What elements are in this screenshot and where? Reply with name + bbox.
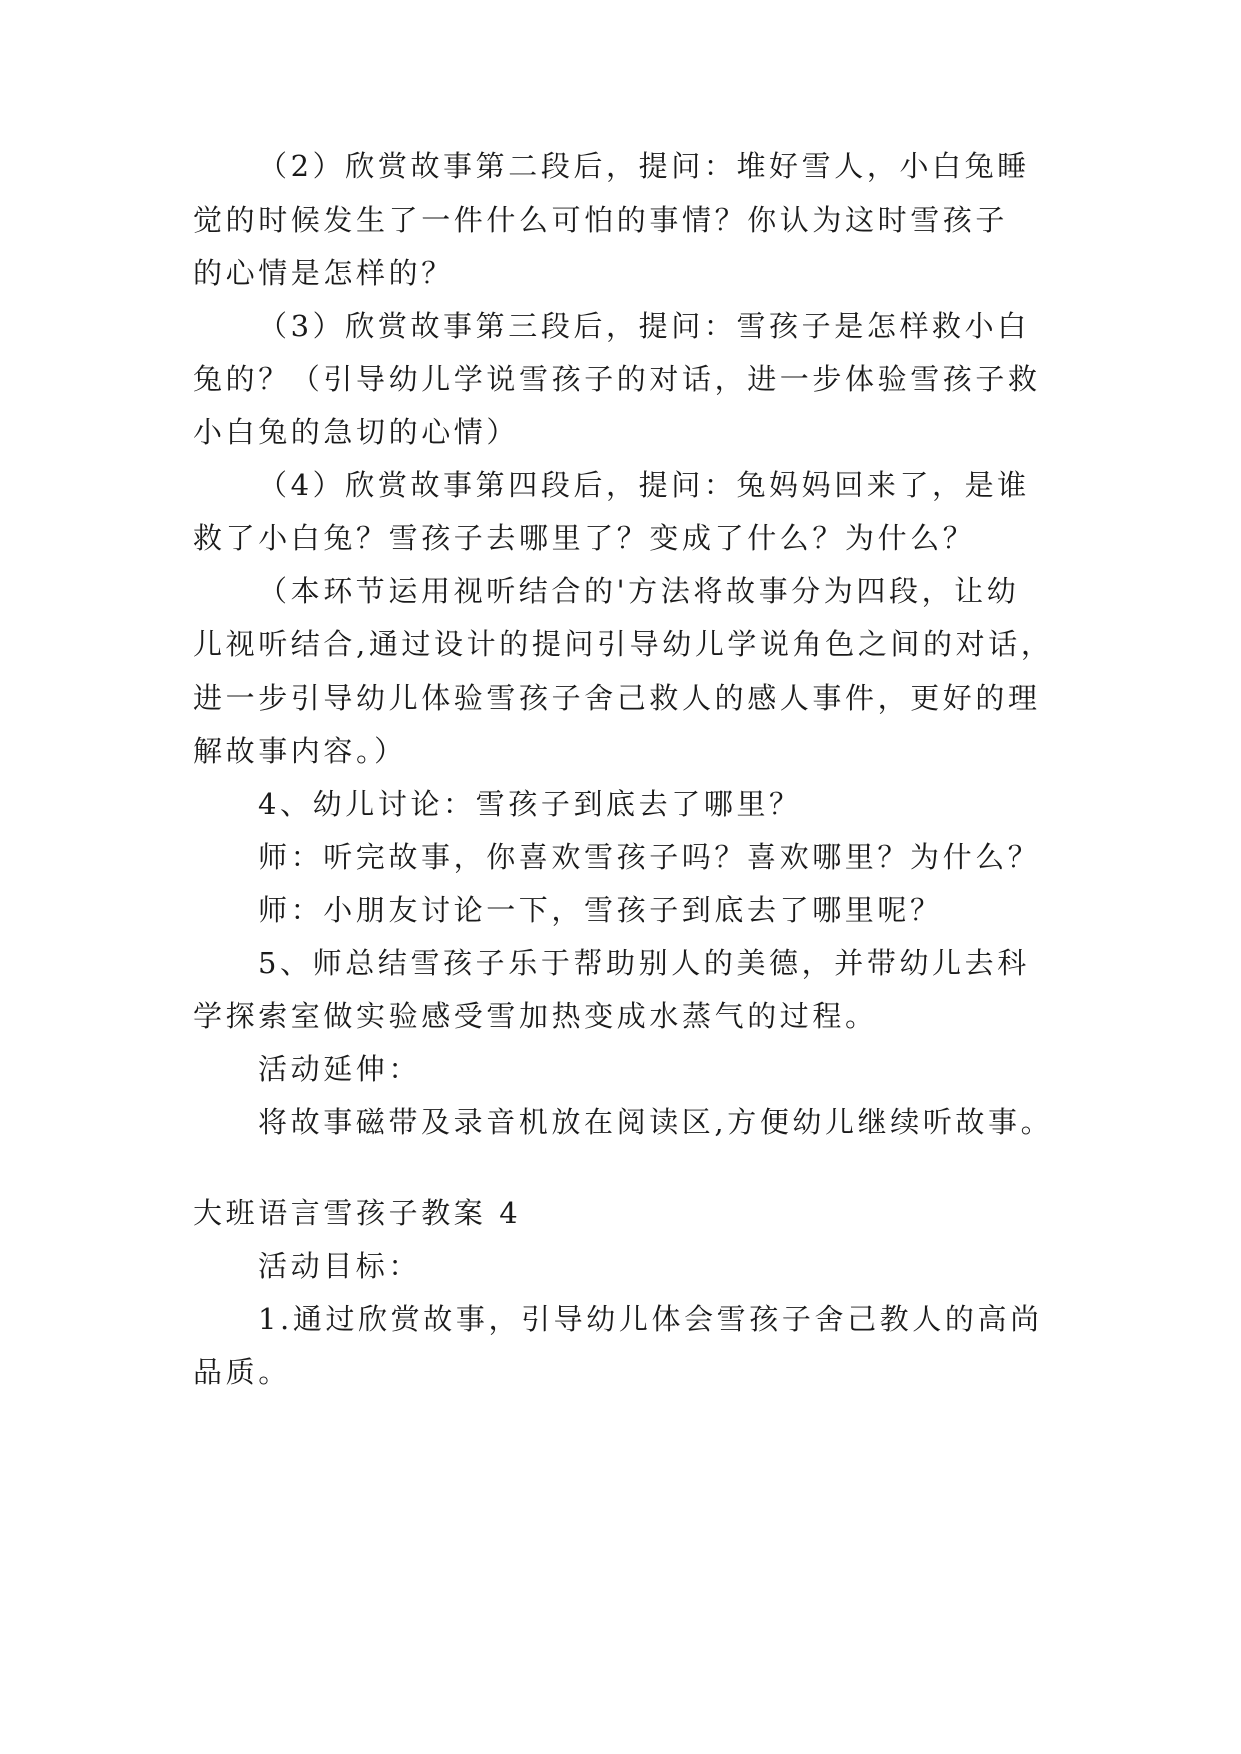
paragraph-line: （本环节运用视听结合的'方法将故事分为四段，让幼: [258, 574, 1020, 608]
paragraph-line: （2）欣赏故事第二段后，提问：堆好雪人，小白兔睡: [258, 149, 1030, 183]
paragraph-line: 5、师总结雪孩子乐于帮助别人的美德，并带幼儿去科: [258, 946, 1030, 980]
paragraph-line: 兔的？（引导幼儿学说雪孩子的对话，进一步体验雪孩子救: [193, 362, 1041, 396]
paragraph-line: 解故事内容。）: [193, 734, 407, 768]
paragraph-line: 觉的时候发生了一件什么可怕的事情？你认为这时雪孩子: [193, 203, 1009, 237]
paragraph-line: 将故事磁带及录音机放在阅读区,方便幼儿继续听故事。: [258, 1105, 1054, 1139]
paragraph-line: 儿视听结合,通过设计的提问引导幼儿学说角色之间的对话，: [193, 627, 1054, 661]
paragraph-line: 学探索室做实验感受雪加热变成水蒸气的过程。: [193, 999, 878, 1033]
paragraph-line: 师：小朋友讨论一下，雪孩子到底去了哪里呢？: [258, 893, 943, 927]
paragraph-line: 小白兔的急切的心情）: [193, 415, 520, 449]
paragraph-line: 进一步引导幼儿体验雪孩子舍己救人的感人事件，更好的理: [193, 681, 1041, 715]
paragraph-line: 品质。: [193, 1355, 291, 1389]
paragraph-line: （3）欣赏故事第三段后，提问：雪孩子是怎样救小白: [258, 309, 1030, 343]
paragraph-line: 救了小白兔？雪孩子去哪里了？变成了什么？为什么？: [193, 521, 976, 555]
paragraph-line: 的心情是怎样的？: [193, 256, 454, 290]
paragraph-line: 师：听完故事，你喜欢雪孩子吗？喜欢哪里？为什么？: [258, 840, 1041, 874]
paragraph-line: 4、幼儿讨论：雪孩子到底去了哪里？: [258, 787, 802, 821]
section-label: 活动目标：: [258, 1249, 422, 1283]
section-title: 大班语言雪孩子教案 4: [193, 1196, 522, 1230]
paragraph-line: （4）欣赏故事第四段后，提问：兔妈妈回来了，是谁: [258, 468, 1030, 502]
section-label: 活动延伸：: [258, 1052, 422, 1086]
paragraph-line: 1.通过欣赏故事，引导幼儿体会雪孩子舍己教人的高尚: [258, 1302, 1043, 1336]
